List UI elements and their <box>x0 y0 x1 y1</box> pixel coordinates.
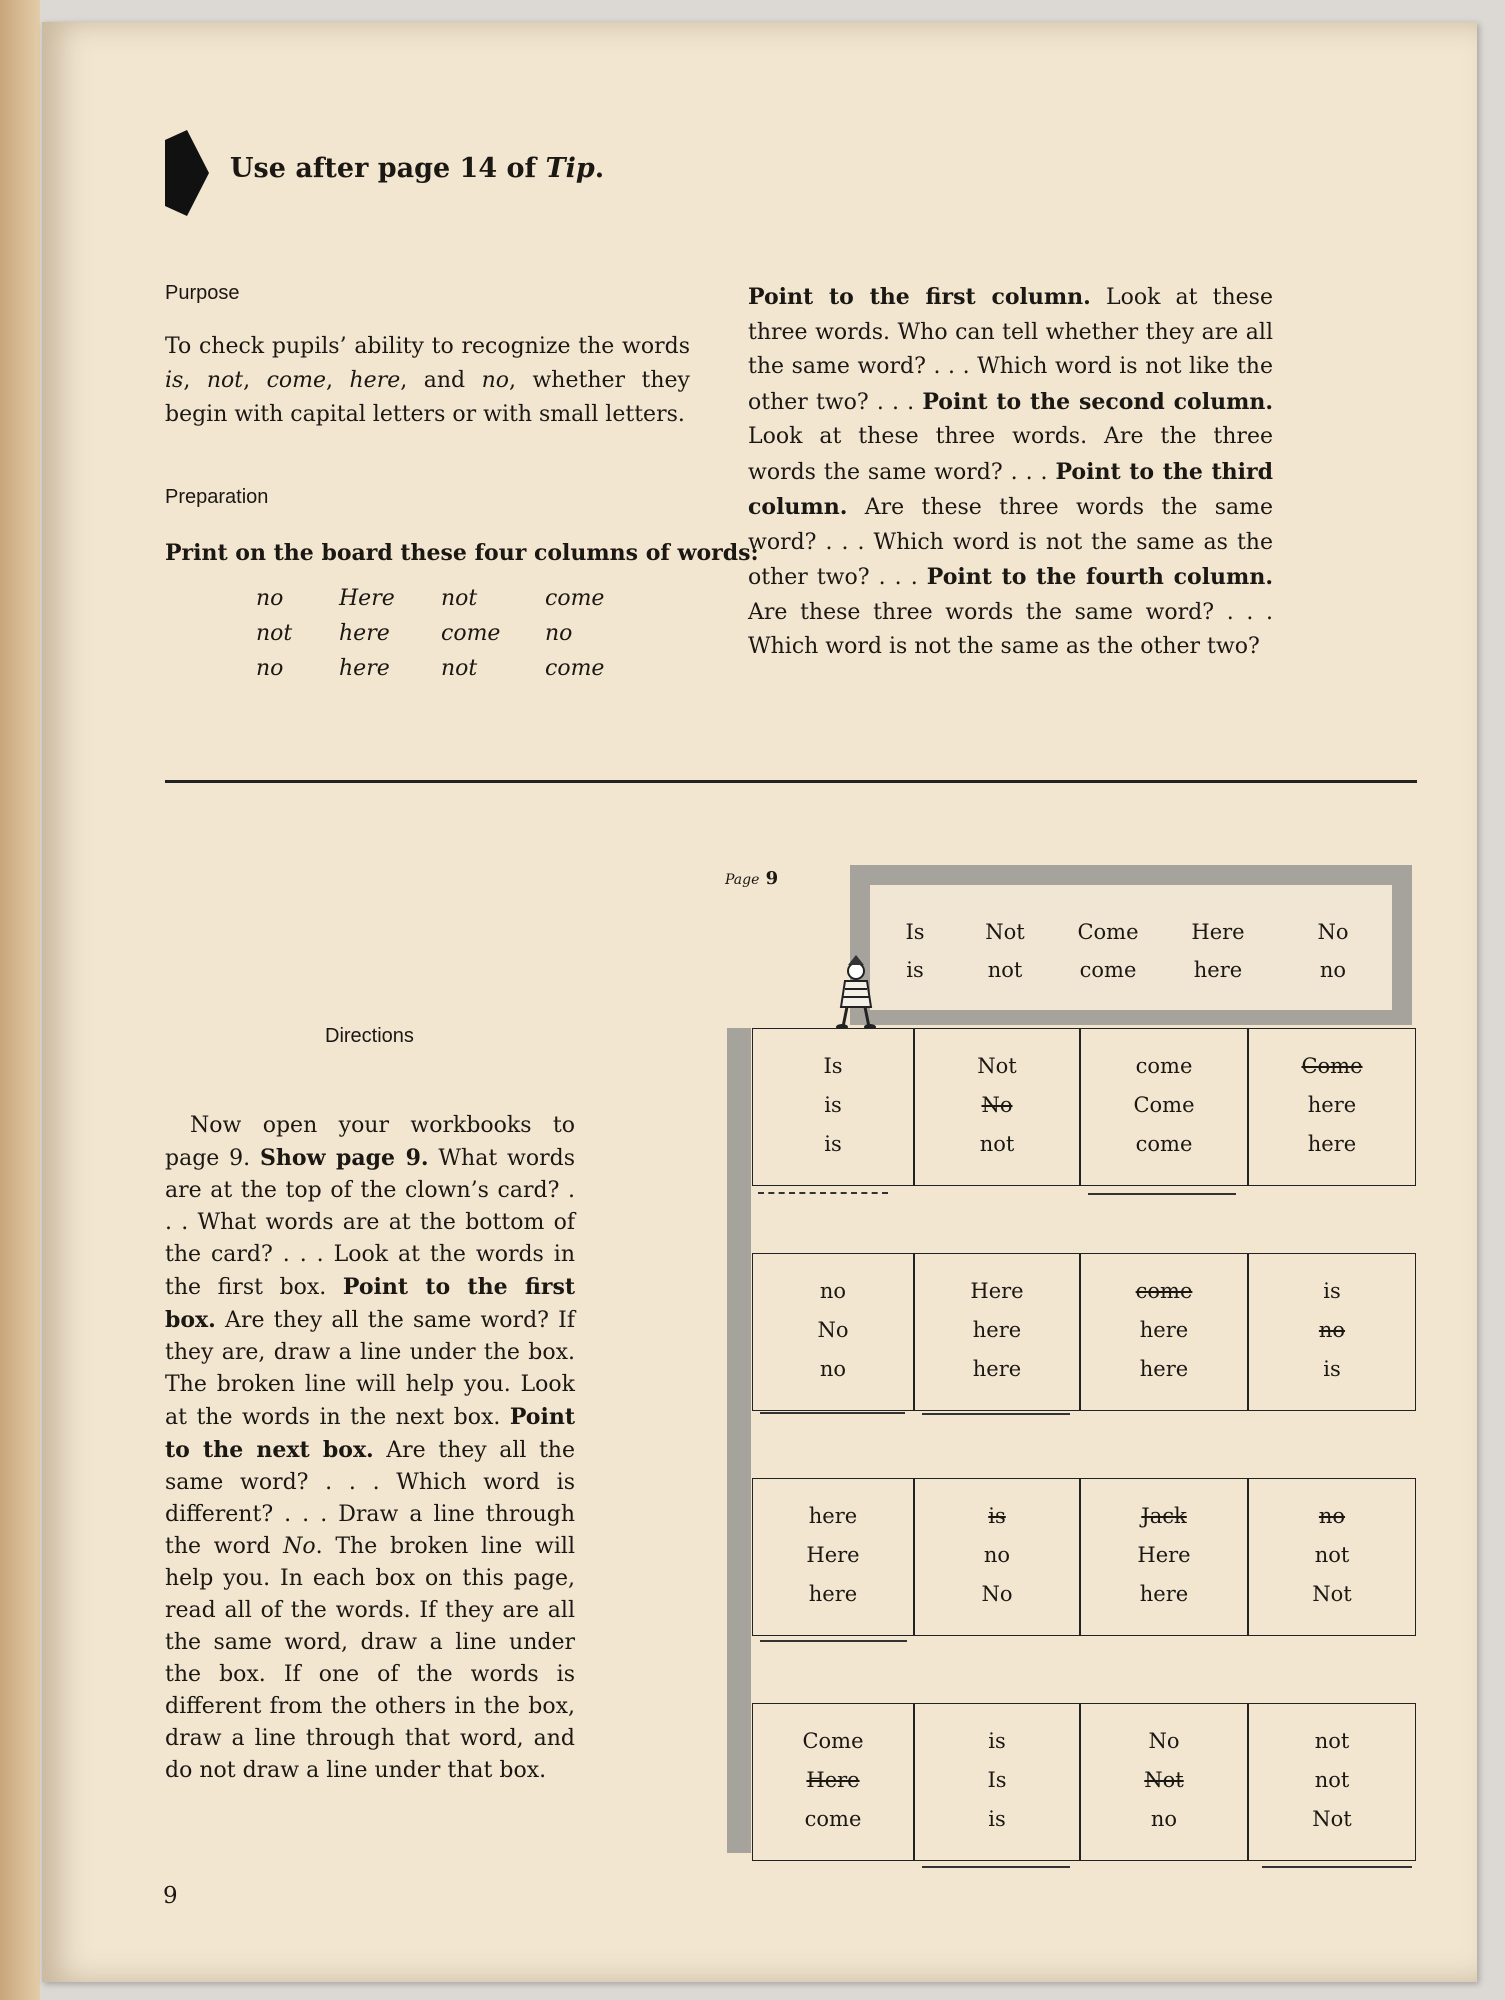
box-word: here <box>1307 1093 1357 1117</box>
purpose-text: To check pupils’ ability to recognize the words is, not, come, here, and no, whether they begin with capital letters or with small letters. <box>165 334 690 427</box>
text-run: Show page 9. <box>260 1145 429 1171</box>
text-run: Point to the first column. <box>748 284 1091 310</box>
box-word: here <box>972 1357 1022 1381</box>
exercise-box[interactable] <box>1248 1253 1416 1411</box>
workbook-page-label: Page 9 <box>725 868 779 889</box>
exercise-box[interactable] <box>914 1253 1080 1411</box>
box-word: Here <box>806 1543 860 1567</box>
crossed-out-word: no <box>1318 1318 1346 1342</box>
box-word: no <box>819 1357 847 1381</box>
board-word: come <box>441 621 501 646</box>
card-word-bottom: here <box>1193 958 1243 982</box>
card-side-strip <box>727 1028 751 1853</box>
exercise-box[interactable] <box>1080 1253 1248 1411</box>
card-word-top: No <box>1317 920 1349 944</box>
board-word: not <box>441 656 478 681</box>
board-word: here <box>339 656 390 681</box>
card-word-top: Here <box>1191 920 1245 944</box>
box-word: not <box>1314 1768 1350 1792</box>
crossed-out-word: is <box>988 1504 1006 1528</box>
card-word-top: Come <box>1077 920 1139 944</box>
exercise-box[interactable] <box>1248 1703 1416 1861</box>
box-word: Not <box>1312 1582 1352 1606</box>
exercise-box[interactable] <box>752 1028 914 1186</box>
board-word: not <box>441 586 478 611</box>
exercise-box[interactable] <box>914 1703 1080 1861</box>
box-word: Not <box>977 1054 1017 1078</box>
arrow-marker-icon <box>165 130 209 216</box>
directions-label: Directions <box>325 1025 414 1047</box>
card-word-column <box>960 913 1050 989</box>
clown-icon <box>835 955 877 1030</box>
box-word: is <box>988 1729 1006 1753</box>
exercise-box[interactable] <box>914 1478 1080 1636</box>
board-word: come <box>545 586 605 611</box>
exercise-box[interactable] <box>1248 1478 1416 1636</box>
box-word: is <box>1323 1357 1341 1381</box>
answer-underline <box>760 1640 907 1642</box>
box-word: here <box>1307 1132 1357 1156</box>
board-word: come <box>545 656 605 681</box>
box-word: Is <box>987 1768 1007 1792</box>
board-word-columns <box>256 585 604 690</box>
card-word-column <box>1063 913 1153 989</box>
purpose-label: Purpose <box>165 282 240 304</box>
text-run: Are these three words the same word? . . . Which word is not the same as the other two? . . . <box>748 495 1273 590</box>
page-number: 9 <box>163 1883 178 1909</box>
box-word: is <box>1323 1279 1341 1303</box>
box-word: is <box>988 1807 1006 1831</box>
text-run: Point to the next box. <box>165 1404 575 1463</box>
board-row <box>256 585 604 620</box>
board-word: not <box>256 621 293 646</box>
board-row <box>256 620 604 655</box>
answer-underline <box>922 1866 1070 1868</box>
crossed-out-word: Here <box>806 1768 860 1792</box>
preparation-instruction: Print on the board these four columns of words: <box>165 540 759 566</box>
box-word: no <box>819 1279 847 1303</box>
text-run: Look at these three words. Who can tell whether they are all the same word? . . . Which word is not like the other two? . . . <box>748 285 1273 415</box>
box-word: come <box>804 1807 862 1831</box>
exercise-box[interactable] <box>752 1703 914 1861</box>
broken-guide-line <box>758 1192 888 1194</box>
text-run: Now open your workbooks to page 9. <box>165 1113 575 1171</box>
text-run: Point to the fourth column. <box>926 564 1273 590</box>
board-word: no <box>256 586 284 611</box>
crossed-out-word: no <box>1318 1504 1346 1528</box>
text-run: What words are at the top of the clown’s card? . . . What words are at the bottom of the card? . . . Look at the words in the first box. <box>165 1146 575 1300</box>
exercise-box[interactable] <box>1080 1478 1248 1636</box>
box-word: Not <box>1312 1807 1352 1831</box>
box-word: come <box>1135 1132 1193 1156</box>
directions-text <box>165 1110 575 1787</box>
answer-underline <box>1262 1866 1412 1868</box>
box-word: no <box>983 1543 1011 1567</box>
box-word: Come <box>1133 1093 1195 1117</box>
exercise-box[interactable] <box>914 1028 1080 1186</box>
answer-underline <box>760 1412 905 1414</box>
answer-underline <box>922 1413 1070 1415</box>
crossed-out-word: No <box>981 1093 1013 1117</box>
box-word: here <box>808 1582 858 1606</box>
page-header: Use after page 14 of Tip. <box>230 153 605 184</box>
box-word: Is <box>823 1054 843 1078</box>
card-word-top: Not <box>985 920 1025 944</box>
exercise-box[interactable] <box>752 1478 914 1636</box>
text-run: Are they all the same word? . . . Which word is different? . . . Draw a line through the word <box>165 1438 575 1559</box>
box-word: no <box>1150 1807 1178 1831</box>
box-word: come <box>1135 1054 1193 1078</box>
box-word: not <box>1314 1729 1350 1753</box>
text-run: Look at these three words. Are the three words the same word? . . . <box>748 424 1273 485</box>
card-word-column <box>1288 913 1378 989</box>
board-word: Here <box>339 586 395 611</box>
board-word: here <box>339 621 390 646</box>
box-word: here <box>972 1318 1022 1342</box>
crossed-out-word: Come <box>1301 1054 1363 1078</box>
box-word: is <box>824 1093 842 1117</box>
crossed-out-word: Jack <box>1141 1504 1187 1528</box>
text-run: No <box>283 1534 316 1559</box>
crossed-out-word: Not <box>1144 1768 1184 1792</box>
board-word: no <box>545 621 573 646</box>
card-word-column <box>870 913 960 989</box>
column-instructions <box>748 280 1273 665</box>
card-word-bottom: is <box>906 958 924 982</box>
text-run: Are these three words the same word? . . . Which word is not the same as the other two? <box>748 599 1273 659</box>
section-divider <box>165 780 1417 783</box>
text-run: . The broken line will help you. In each box on this page, read all of the words. If they are all the same word, draw a line under the box. If one of the words is different from the others in the box, draw a line through that word, and do not draw a line under that box. <box>165 1534 575 1783</box>
text-run: Point to the second column. <box>922 388 1274 415</box>
box-word: here <box>1139 1318 1189 1342</box>
text-run: Point to the third column. <box>748 458 1273 520</box>
card-word-bottom: come <box>1079 958 1137 982</box>
box-word: here <box>808 1504 858 1528</box>
box-word: No <box>817 1318 849 1342</box>
card-word-top: Is <box>905 920 925 944</box>
book-spine <box>0 0 40 2000</box>
box-word: Here <box>1137 1543 1191 1567</box>
crossed-out-word: come <box>1135 1279 1193 1303</box>
card-word-bottom: no <box>1319 958 1347 982</box>
card-word-column <box>1173 913 1263 989</box>
card-word-bottom: not <box>987 958 1023 982</box>
box-word: is <box>824 1132 842 1156</box>
board-word: no <box>256 656 284 681</box>
box-word: not <box>1314 1543 1350 1567</box>
box-word: Here <box>970 1279 1024 1303</box>
box-word: not <box>979 1132 1015 1156</box>
text-run: Point to the first box. <box>165 1274 575 1333</box>
exercise-box[interactable] <box>1080 1703 1248 1861</box>
exercise-box[interactable] <box>1080 1028 1248 1186</box>
exercise-box[interactable] <box>752 1253 914 1411</box>
box-word: Come <box>802 1729 864 1753</box>
exercise-box[interactable] <box>1248 1028 1416 1186</box>
box-word: here <box>1139 1582 1189 1606</box>
text-run: Are they all the same word? If they are, draw a line under the box. The broken line will help you. Look at the words in the next box. <box>165 1308 575 1430</box>
preparation-label: Preparation <box>165 486 269 508</box>
box-word: here <box>1139 1357 1189 1381</box>
board-row <box>256 655 604 690</box>
box-word: No <box>1148 1729 1180 1753</box>
answer-underline <box>1088 1193 1236 1195</box>
box-word: No <box>981 1582 1013 1606</box>
